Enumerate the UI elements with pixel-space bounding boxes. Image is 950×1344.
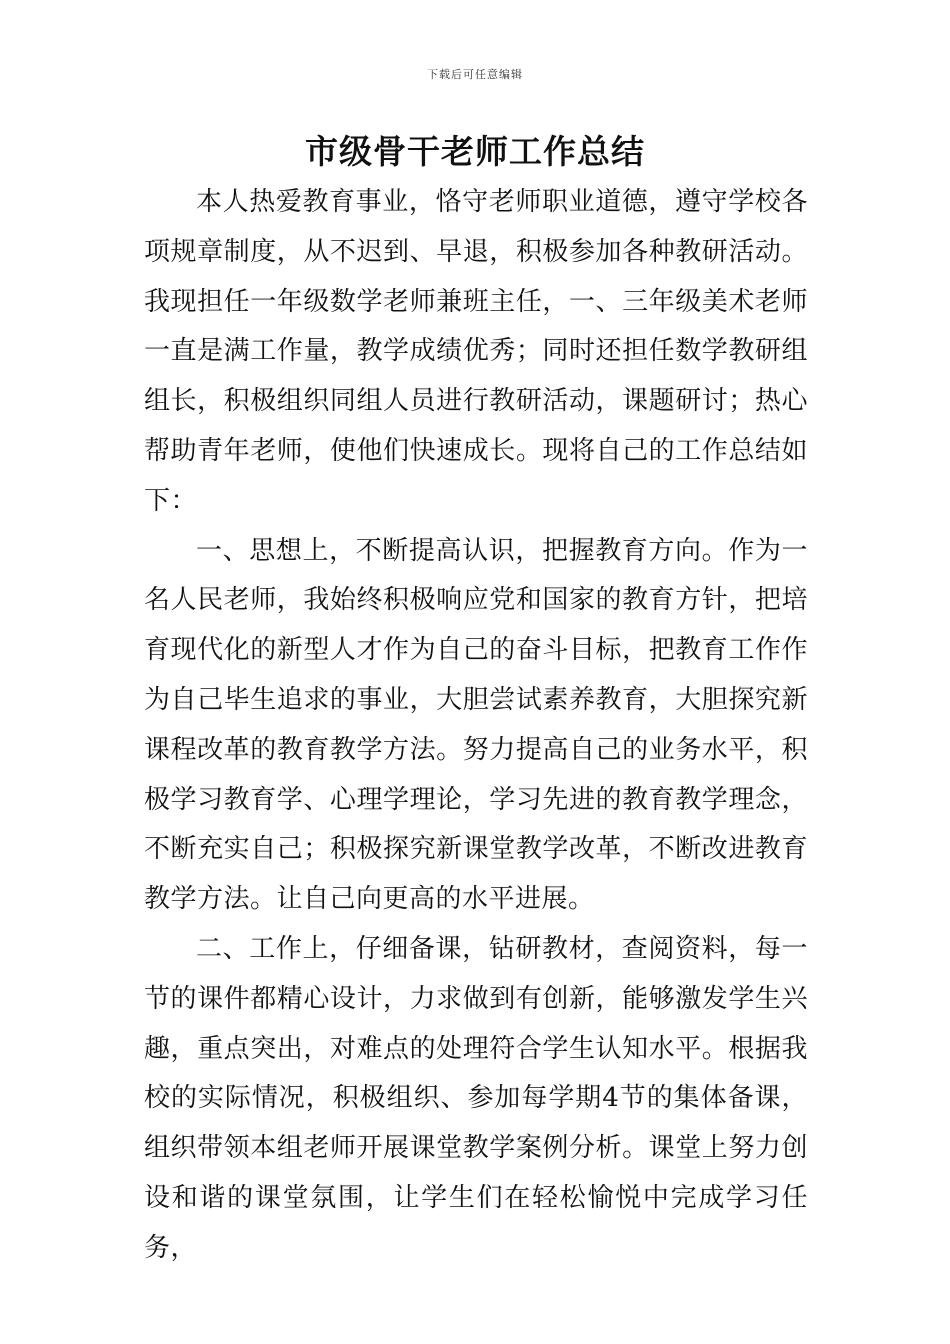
document-title: 市级骨干老师工作总结 [305,132,645,171]
paragraph-thought: 一、思想上，不断提高认识，把握教育方向。作为一名人民老师，我始终积极响应党和国家的教育方针，把培育现代化的新型人才作为自己的奋斗目标，把教育工作作为自己毕生追求的事业，大胆尝试素养教育，大胆探究新课程改革的教育教学方法。努力提高自己的业务水平，积极学习教育学、心理学理论，学习先进的教育教学理念，不断充实自己；积极探究新课堂教学改革，不断改进教育教学方法。让自己向更高的水平进展。 [144,535,808,915]
paragraph-intro: 本人热爱教育事业，恪守老师职业道德，遵守学校各项规章制度，从不迟到、早退，积极参加各种教研活动。我现担任一年级数学老师兼班主任，一、三年级美术老师一直是满工作量，教学成绩优秀；同时还担任数学教研组组长，积极组织同组人员进行教研活动，课题研讨；热心帮助青年老师，使他们快速成长。现将自己的工作总结如下： [144,187,808,516]
document-body [144,178,808,1274]
paragraph-work: 二、工作上，仔细备课，钻研教材，查阅资料，每一节的课件都精心设计，力求做到有创新，能够激发学生兴趣，重点突出，对难点的处理符合学生认知水平。根据我校的实际情况，积极组织、参加每学期4节的集体备课，组织带领本组老师开展课堂教学案例分析。课堂上努力创设和谐的课堂氛围，让学生们在轻松愉悦中完成学习任务， [144,933,808,1263]
header-note: 下载后可任意编辑 [427,68,523,81]
